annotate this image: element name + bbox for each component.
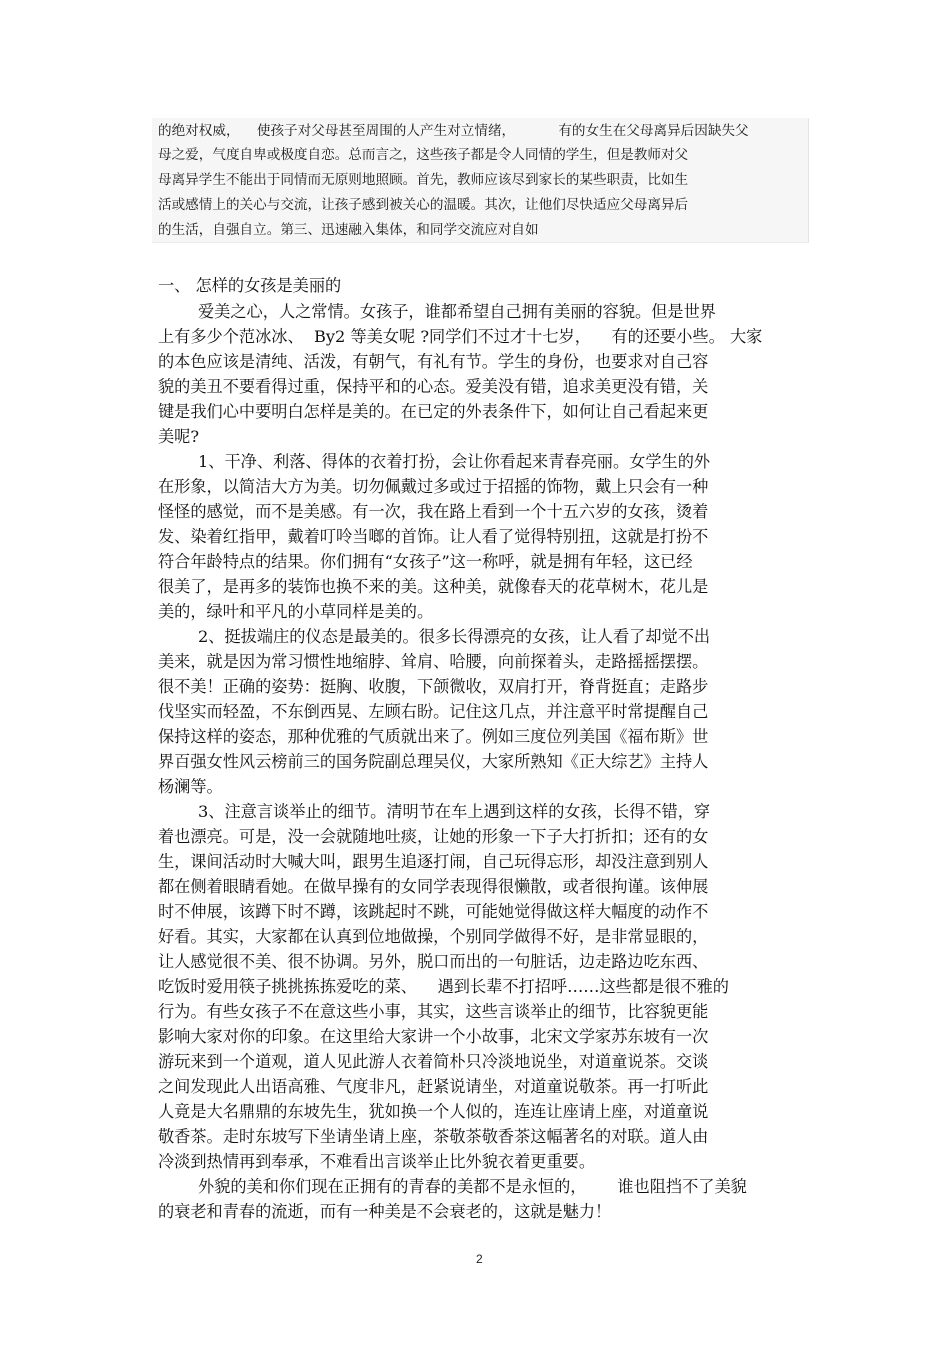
text-line: 外貌的美和你们现在正拥有的青春的美都不是永恒的， 谁也阻挡不了美貌 [198,1177,747,1196]
text-line: 美来，就是因为常习惯性地缩脖、耸肩、哈腰，向前探着头，走路摇摇摆摆。 [158,652,709,671]
text-line: 的生活，自强自立。第三、迅速融入集体，和同学交流应对自如 [158,222,539,238]
text-line: 美呢? [158,427,200,446]
text-line: 生，课间活动时大喊大叫，跟男生追逐打闹，自己玩得忘形，却没注意到别人 [158,852,709,871]
text-line: 符合年龄特点的结果。你们拥有“女孩子”这一称呼，就是拥有年轻，这已经 [158,552,693,571]
section-heading: 一、 怎样的女孩是美丽的 [158,276,342,295]
text-line: 上有多少个范冰冰、 By2 等美女呢 ?同学们不过才十七岁， 有的还要小些。 大家 [158,327,763,346]
text-line: 冷淡到热情再到奉承，不难看出言谈举止比外貌衣着更重要。 [158,1152,596,1171]
text-line: 都在侧着眼睛看她。在做早操有的女同学表现得很懒散，或者很拘谨。该伸展 [158,877,709,896]
text-line: 之间发现此人出语高雅、气度非凡，赶紧说请坐，对道童说敬茶。再一打听此 [158,1077,709,1096]
text-line: 1、干净、利落、得体的衣着打扮，会让你看起来青春亮丽。女学生的外 [198,452,711,471]
text-line: 人竟是大名鼎鼎的东坡先生，犹如换一个人似的，连连让座请上座，对道童说 [158,1102,709,1121]
text-line: 母之爱，气度自卑或极度自恋。总而言之，这些孩子都是令人同情的学生，但是教师对父 [158,147,689,163]
text-line: 的本色应该是清纯、活泼，有朝气，有礼有节。学生的身份，也要求对自己容 [158,352,709,371]
text-line: 母离异学生不能出于同情而无原则地照顾。首先，教师应该尽到家长的某些职责，比如生 [158,172,689,188]
text-line: 敬香茶。走时东坡写下坐请坐请上座，茶敬茶敬香茶这幅著名的对联。道人由 [158,1127,709,1146]
text-line: 的绝对权威， 使孩子对父母甚至周围的人产生对立情绪， 有的女生在父母离异后因缺失父 [158,123,749,139]
text-line: 键是我们心中要明白怎样是美的。在已定的外表条件下，如何让自己看起来更 [158,402,709,421]
text-line: 界百强女性风云榜前三的国务院副总理吴仪，大家所熟知《正大综艺》主持人 [158,752,709,771]
text-line: 时不伸展，该蹲下时不蹲，该跳起时不跳，可能她觉得做这样大幅度的动作不 [158,902,709,921]
text-line: 的衰老和青春的流逝，而有一种美是不会衰老的，这就是魅力！ [158,1202,612,1221]
text-line: 很美了，是再多的装饰也换不来的美。这种美，就像春天的花草树木，花儿是 [158,577,709,596]
text-line: 好看。其实，大家都在认真到位地做操，个别同学做得不好，是非常显眼的， [158,927,709,946]
text-line: 爱美之心，人之常情。女孩子，谁都希望自己拥有美丽的容貌。但是世界 [198,302,716,321]
text-line: 吃饭时爱用筷子挑挑拣拣爱吃的菜、 遇到长辈不打招呼……这些都是很不雅的 [158,977,729,996]
text-line: 杨澜等。 [158,777,223,796]
text-line: 2、挺拔端庄的仪态是最美的。很多长得漂亮的女孩，让人看了却觉不出 [198,627,711,646]
text-line: 在形象，以简洁大方为美。切勿佩戴过多或过于招摇的饰物，戴上只会有一种 [158,477,709,496]
text-line: 活或感情上的关心与交流，让孩子感到被关心的温暖。其次，让他们尽快适应父母离异后 [158,197,689,213]
text-line: 游玩来到一个道观，道人见此游人衣着简朴只冷淡地说坐，对道童说茶。交谈 [158,1052,709,1071]
text-line: 保持这样的姿态，那种优雅的气质就出来了。例如三度位列美国《福布斯》世 [158,727,709,746]
text-line: 美的，绿叶和平凡的小草同样是美的。 [158,602,434,621]
text-line: 着也漂亮。可是，没一会就随地吐痰，让她的形象一下子大打折扣；还有的女 [158,827,709,846]
text-line: 伐坚实而轻盈，不东倒西晃、左顾右盼。记住这几点，并注意平时常提醒自己 [158,702,709,721]
previous-section-excerpt [152,118,809,243]
text-line: 行为。有些女孩子不在意这些小事，其实，这些言谈举止的细节，比容貌更能 [158,1002,709,1021]
text-line: 影响大家对你的印象。在这里给大家讲一个小故事，北宋文学家苏东坡有一次 [158,1027,709,1046]
text-line: 很不美！正确的姿势：挺胸、收腹，下颌微收，双肩打开，脊背挺直；走路步 [158,677,709,696]
text-line: 让人感觉很不美、很不协调。另外，脱口而出的一句脏话，边走路边吃东西、 [158,952,709,971]
text-line: 怪怪的感觉，而不是美感。有一次，我在路上看到一个十五六岁的女孩，烫着 [158,502,709,521]
page-number: 2 [476,1252,483,1266]
text-line: 发、染着红指甲，戴着叮呤当啷的首饰。让人看了觉得特别扭，这就是打扮不 [158,527,709,546]
text-line: 3、注意言谈举止的细节。清明节在车上遇到这样的女孩，长得不错，穿 [198,802,711,821]
text-line: 貌的美丑不要看得过重，保持平和的心态。爱美没有错，追求美更没有错，关 [158,377,709,396]
